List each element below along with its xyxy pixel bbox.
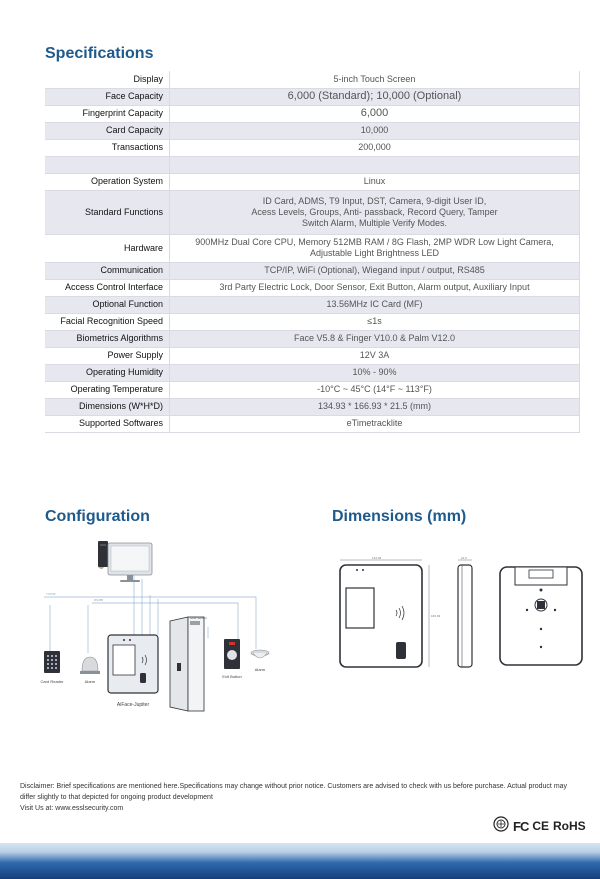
spec-value: 6,000 (Standard); 10,000 (Optional) (170, 88, 580, 105)
table-row (45, 156, 580, 173)
spec-value: TCP/IP, WiFi (Optional), Wiegand input / output, RS485 (170, 262, 580, 279)
rohs-logo: RoHS (553, 819, 586, 833)
spec-value: 6,000 (170, 105, 580, 122)
dimensions-diagram (332, 555, 600, 680)
disclaimer-line: differ slightly to that depicted for ongoing product development (20, 794, 213, 801)
table-row (45, 398, 580, 415)
spec-value: 13.56MHz IC Card (MF) (170, 296, 580, 313)
exit-button-label: Exit Button (222, 674, 242, 679)
front-view (340, 556, 441, 667)
spec-value: -10°C ~ 45°C (14°F ~ 113°F) (170, 381, 580, 398)
spec-label: Dimensions (W*H*D) (45, 398, 170, 415)
spec-value: 200,000 (170, 139, 580, 156)
certification-logos (493, 817, 586, 835)
table-row (45, 262, 580, 279)
dimensions-heading: Dimensions (mm) (332, 508, 467, 525)
table-row (45, 234, 580, 262)
spec-value: 10% - 90% (170, 364, 580, 381)
spec-label: Power Supply (45, 347, 170, 364)
spec-value: Linux (170, 173, 580, 190)
footer-band (0, 843, 600, 879)
disclaimer-line: Disclaimer: Brief specifications are mentioned here.Specifications may change without prior notice. Customers are advised to check with us before purchase. Actual product may (20, 783, 568, 790)
spec-label: Optional Function (45, 296, 170, 313)
spec-label: Supported Softwares (45, 415, 170, 432)
side-view (458, 556, 472, 667)
spec-value: 3rd Party Electric Lock, Door Sensor, Exit Button, Alarm output, Auxiliary Input (170, 279, 580, 296)
device-label: AiFace-Jupiter (116, 702, 150, 708)
alarm-ceiling-icon (251, 650, 269, 658)
spec-label: Card Capacity (45, 122, 170, 139)
spec-label: Facial Recognition Speed (45, 313, 170, 330)
spec-label (45, 156, 170, 173)
ce-logo: CE (532, 819, 550, 833)
spec-label: Operation System (45, 173, 170, 190)
specifications-table (45, 71, 580, 433)
tcpip-label: TCP/IP (46, 592, 56, 596)
width-label: 134.93 (372, 556, 382, 560)
spec-label: Operating Temperature (45, 381, 170, 398)
configuration-heading: Configuration (45, 508, 150, 525)
visit-us-text: Visit Us at: www.esslsecurity.com (20, 805, 124, 812)
spec-label: Communication (45, 262, 170, 279)
spec-value: 5-inch Touch Screen (170, 71, 580, 88)
table-row (45, 313, 580, 330)
spec-value: 900MHz Dual Core CPU, Memory 512MB RAM / 8G Flash, 2MP WDR Low Light Camera, Adjustable Light Brightness LED (170, 234, 580, 262)
spec-value: 134.93 * 166.93 * 21.5 (mm) (170, 398, 580, 415)
table-row (45, 122, 580, 139)
table-row (45, 71, 580, 88)
spec-value: eTimetracklite (170, 415, 580, 432)
card-reader-label: Card Reader (40, 679, 64, 684)
device-icon (108, 635, 158, 693)
alarm-right-label: Alarm (254, 667, 266, 672)
rs485-label: RS485 (94, 598, 104, 602)
configuration-diagram (38, 533, 278, 713)
table-row (45, 173, 580, 190)
table-row (45, 347, 580, 364)
table-row (45, 415, 580, 432)
table-row (45, 364, 580, 381)
table-row (45, 105, 580, 122)
spec-value: ≤1s (170, 313, 580, 330)
alarm-left-label: Alarm (84, 679, 96, 684)
card-reader-icon (44, 651, 60, 673)
height-label: 166.93 (431, 614, 441, 618)
spec-value: ID Card, ADMS, T9 Input, DST, Camera, 9-digit User ID, Acess Levels, Groups, Anti- passback, Record Query, Tamper Switch Alarm, Multiple Verify Modes. (170, 190, 580, 234)
spec-value: 12V 3A (170, 347, 580, 364)
fc-logo: FC (513, 818, 529, 834)
table-row (45, 88, 580, 105)
door-sensor-label: Door Sensor (190, 616, 207, 620)
spec-label: Transactions (45, 139, 170, 156)
specifications-heading: Specifications (45, 45, 154, 62)
table-row (45, 381, 580, 398)
table-row (45, 190, 580, 234)
computer-icon (98, 541, 152, 582)
spec-label: Biometrics Algorithms (45, 330, 170, 347)
table-row (45, 330, 580, 347)
spec-label: Standard Functions (45, 190, 170, 234)
spec-label: Fingerprint Capacity (45, 105, 170, 122)
spec-value: 10,000 (170, 122, 580, 139)
table-row (45, 139, 580, 156)
spec-label: Face Capacity (45, 88, 170, 105)
depth-label: 21.5 (461, 556, 467, 560)
recycling-icon (493, 816, 509, 837)
back-view (500, 567, 582, 665)
spec-value (170, 156, 580, 173)
spec-value: Face V5.8 & Finger V10.0 & Palm V12.0 (170, 330, 580, 347)
spec-label: Operating Humidity (45, 364, 170, 381)
spec-label: Display (45, 71, 170, 88)
table-row (45, 279, 580, 296)
table-row (45, 296, 580, 313)
spec-label: Access Control Interface (45, 279, 170, 296)
exit-button-icon (224, 639, 240, 669)
disclaimer (20, 781, 600, 814)
door-icon (170, 617, 204, 711)
alarm-siren-icon (80, 657, 100, 674)
spec-label: Hardware (45, 234, 170, 262)
